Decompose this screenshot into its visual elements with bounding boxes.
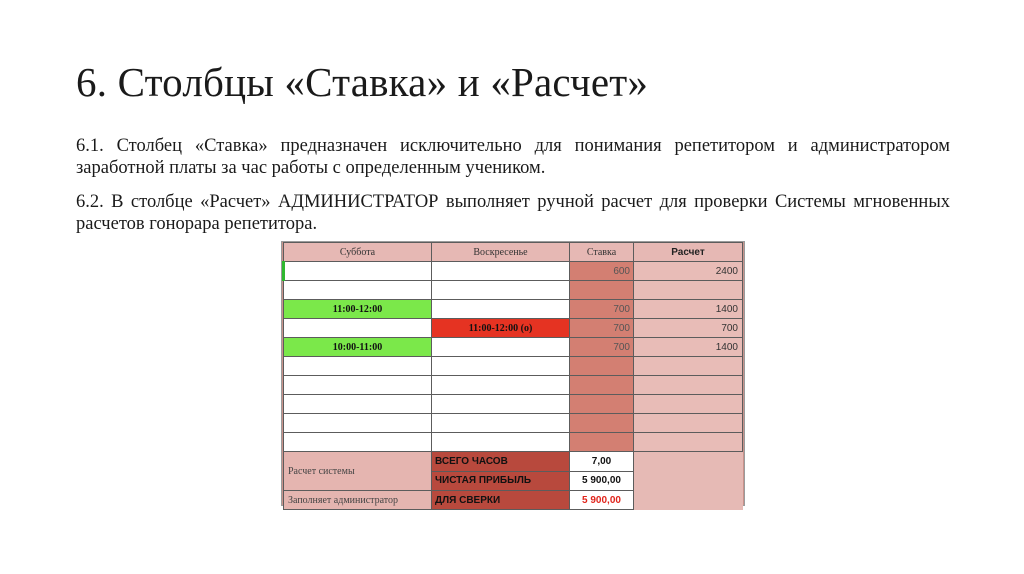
calc-cell bbox=[634, 395, 743, 414]
total-hours-value: 7,00 bbox=[570, 452, 634, 472]
table-row bbox=[284, 395, 743, 414]
table-row bbox=[284, 338, 743, 357]
table-row bbox=[284, 433, 743, 452]
sunday-cell bbox=[432, 338, 570, 357]
admin-fill-label: Заполняет администратор bbox=[284, 491, 432, 510]
calc-cell bbox=[634, 433, 743, 452]
calc-cell: 700 bbox=[634, 319, 743, 338]
table-row bbox=[284, 414, 743, 433]
calc-cell bbox=[634, 376, 743, 395]
summary-row-total-hours bbox=[284, 452, 743, 472]
saturday-cell bbox=[284, 319, 432, 338]
saturday-cell bbox=[284, 376, 432, 395]
rate-cell bbox=[570, 395, 634, 414]
saturday-cell bbox=[284, 414, 432, 433]
spreadsheet-screenshot bbox=[281, 241, 745, 506]
rate-cell: 700 bbox=[570, 319, 634, 338]
sunday-cell bbox=[432, 357, 570, 376]
header-calc: Расчет bbox=[634, 243, 743, 262]
calc-cell: 2400 bbox=[634, 262, 743, 281]
paragraph-6-2: 6.2. В столбце «Расчет» АДМИНИСТРАТОР выполняет ручной расчет для проверки Системы мгновенных расчетов гонорара репетитора. bbox=[76, 192, 950, 234]
net-profit-value: 5 900,00 bbox=[570, 471, 634, 491]
table-row bbox=[284, 376, 743, 395]
rate-cell bbox=[570, 357, 634, 376]
header-saturday: Суббота bbox=[284, 243, 432, 262]
sunday-cell bbox=[432, 376, 570, 395]
saturday-lesson-cell: 11:00-12:00 bbox=[284, 300, 432, 319]
total-hours-label: ВСЕГО ЧАСОВ bbox=[432, 452, 570, 472]
calc-cell: 1400 bbox=[634, 300, 743, 319]
table-header-row bbox=[284, 243, 743, 262]
rate-cell: 700 bbox=[570, 300, 634, 319]
paragraph-6-1: 6.1. Столбец «Ставка» предназначен исключительно для понимания репетитором и администратором заработной платы за час работы с определенным учеником. bbox=[76, 136, 950, 178]
net-profit-label: ЧИСТАЯ ПРИБЫЛЬ bbox=[432, 471, 570, 491]
saturday-cell bbox=[284, 395, 432, 414]
saturday-cell bbox=[284, 433, 432, 452]
sunday-cell bbox=[432, 395, 570, 414]
saturday-lesson-cell: 10:00-11:00 bbox=[284, 338, 432, 357]
header-sunday: Воскресенье bbox=[432, 243, 570, 262]
table-row bbox=[284, 281, 743, 300]
rate-cell bbox=[570, 414, 634, 433]
rate-cell bbox=[570, 376, 634, 395]
calc-cell bbox=[634, 281, 743, 300]
summary-blank bbox=[634, 452, 743, 510]
table-row bbox=[284, 319, 743, 338]
sunday-cell bbox=[432, 262, 570, 281]
saturday-cell bbox=[284, 281, 432, 300]
table-row bbox=[284, 262, 743, 281]
rate-cell: 600 bbox=[570, 262, 634, 281]
sunday-lesson-cell: 11:00-12:00 (о) bbox=[432, 319, 570, 338]
table-row bbox=[284, 357, 743, 376]
table-row bbox=[284, 300, 743, 319]
system-calc-label: Расчет системы bbox=[284, 452, 432, 491]
rate-cell bbox=[570, 433, 634, 452]
sunday-cell bbox=[432, 281, 570, 300]
slide-title: 6. Столбцы «Ставка» и «Расчет» bbox=[76, 59, 649, 105]
sunday-cell bbox=[432, 414, 570, 433]
check-value: 5 900,00 bbox=[570, 491, 634, 510]
rate-cell: 700 bbox=[570, 338, 634, 357]
schedule-table bbox=[282, 242, 743, 510]
sunday-cell bbox=[432, 300, 570, 319]
sunday-cell bbox=[432, 433, 570, 452]
rate-cell bbox=[570, 281, 634, 300]
header-rate: Ставка bbox=[570, 243, 634, 262]
calc-cell bbox=[634, 357, 743, 376]
calc-cell: 1400 bbox=[634, 338, 743, 357]
saturday-cell bbox=[284, 357, 432, 376]
check-label: ДЛЯ СВЕРКИ bbox=[432, 491, 570, 510]
saturday-cell bbox=[284, 262, 432, 281]
calc-cell bbox=[634, 414, 743, 433]
